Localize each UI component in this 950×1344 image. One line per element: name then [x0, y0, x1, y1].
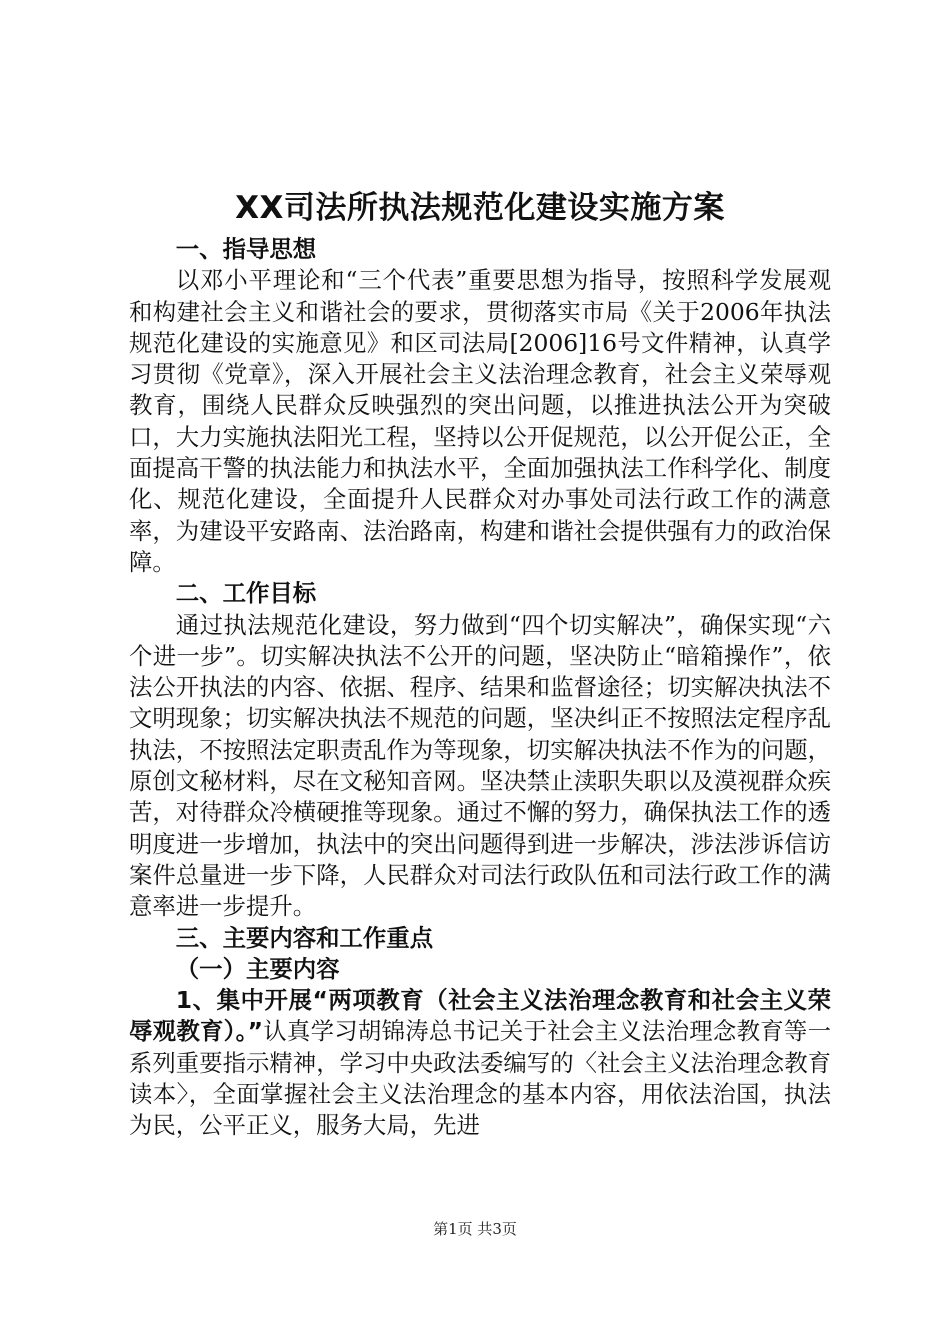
item-1-lead: 1、集中开展“两项教育（社会主义法治理念教育和社会主义荣辱观教育）。” [129, 986, 831, 1046]
document-body [129, 234, 831, 1142]
paragraph-work-goals: 通过执法规范化建设，努力做到“四个切实解决”，确保实现“六个进一步”。切实解决执法不公开的问题，坚决防止“暗箱操作”，依法公开执法的内容、依据、程序、结果和监督途径；切实解决执法不文明现象；切实解决执法不规范的问题，坚决纠正不按照法定程序乱执法，不按照法定职责乱作为等现象，切实解决执法不作为的问题，原创文秘材料，尽在文秘知音网。坚决禁止渎职失职以及漠视群众疾苦，对待群众冷横硬推等现象。通过不懈的努力，确保执法工作的透明度进一步增加，执法中的突出问题得到进一步解决，涉法涉诉信访案件总量进一步下降，人民群众对司法行政队伍和司法行政工作的满意率进一步提升。 [129, 610, 831, 921]
section-heading-main-content: 三、主要内容和工作重点 [175, 923, 434, 952]
section-heading-guiding-ideology: 一、指导思想 [175, 235, 317, 263]
paragraph-guiding-ideology: 以邓小平理论和“三个代表”重要思想为指导，按照科学发展观和构建社会主义和谐社会的要求，贯彻落实市局《关于2006年执法规范化建设的实施意见》和区司法局[2006]16号文件精神，认真学习贯彻《党章》，深入开展社会主义法治理念教育，社会主义荣辱观教育，围绕人民群众反映强烈的突出问题，以推进执法公开为突破口，大力实施执法阳光工程，坚持以公开促规范，以公开促公正，全面提高干警的执法能力和执法水平，全面加强执法工作科学化、制度化、规范化建设，全面提升人民群众对办事处司法行政工作的满意率，为建设平安路南、法治路南，构建和谐社会提供强有力的政治保障。 [129, 266, 831, 576]
section-heading-work-goals: 二、工作目标 [175, 579, 317, 608]
paragraph-item-1 [129, 985, 831, 1141]
page-footer: 第1页 共3页 [433, 1220, 517, 1238]
document-title: XX司法所执法规范化建设实施方案 [235, 190, 725, 226]
subsection-heading-main-content: （一）主要内容 [175, 954, 340, 983]
item-1-text: 认真学习胡锦涛总书记关于社会主义法治理念教育等一系列重要指示精神，学习中央政法委编写的〈社会主义法治理念教育读本〉，全面掌握社会主义法治理念的基本内容，用依法治国，执法为民，公平正义，服务大局，先进 [129, 1017, 831, 1140]
